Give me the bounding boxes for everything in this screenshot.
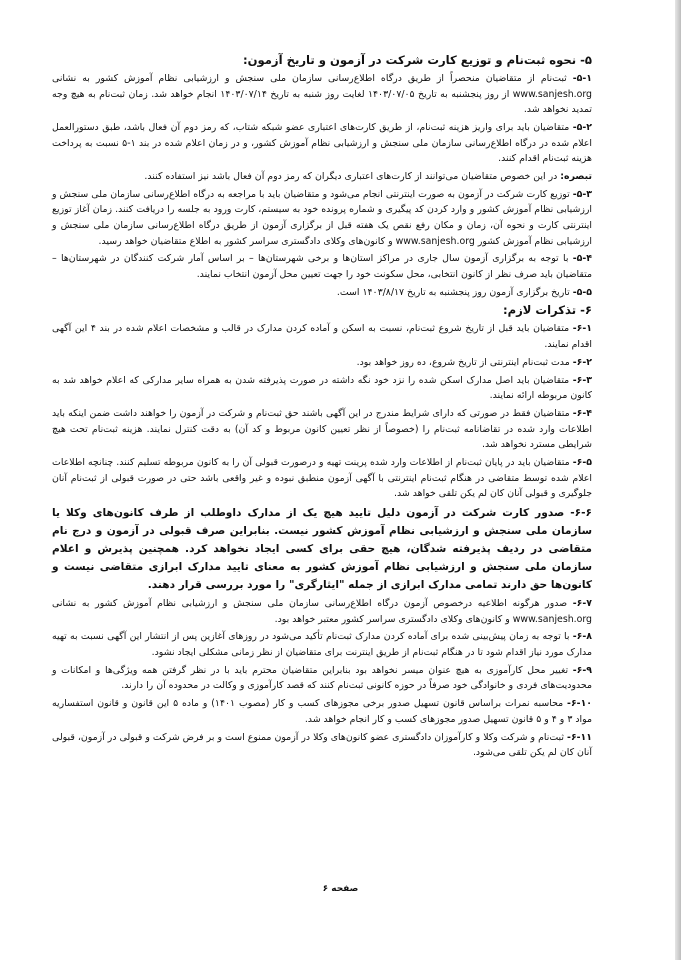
item-text: ثبت‌نام و شرکت وکلا و کارآموزان دادگستری عضو کانون‌های وکلا در آزمون ممنوع است و بر فرض شرکت و قبولی در آزمون، قبولی آنان کان لم یکن تلقی می‌شود. <box>52 731 592 759</box>
item-6-3 <box>52 373 592 404</box>
item-6-11 <box>52 730 592 761</box>
item-6-2 <box>52 355 592 371</box>
item-text: صدور هرگونه اطلاعیه درخصوص آزمون درگاه اطلاع‌رسانی سازمان ملی سنجش و ارزشیابی نظام آموزش کشور به نشانی www.sanjesh.org و کانون‌های وکلای دادگستری سراسر کشور معتبر خواهد بود. <box>52 598 592 625</box>
item-6-1 <box>52 321 592 352</box>
item-text: در این خصوص متقاضیان می‌توانند از کارت‌های اعتباری دیگران که رمز دوم آن فعال باشد نیز استفاده کنند. <box>144 170 558 182</box>
item-number: ۶-۹- <box>572 664 592 676</box>
item-5-5 <box>52 285 592 301</box>
item-number: ۶-۷- <box>572 598 592 610</box>
item-text: مدت ثبت‌نام اینترنتی از تاریخ شروع، ده روز خواهد بود. <box>356 356 570 368</box>
item-text: تغییر محل کارآموزی به هیچ عنوان میسر نخواهد بود بنابراین متقاضیان محترم باید با در نظر گرفتن همه ویژگی‌ها و امکانات و محدودیت‌های فردی و خانوادگی خود صرفاً در حوزه کانونی ثبت‌نام کنند که قصد کارآموزی و وکالت در محدوده آن را دارند. <box>52 664 592 692</box>
item-text: متقاضیان باید برای واریز هزینه ثبت‌نام، از طریق کارت‌های اعتباری عضو شبکه شتاب، که رمز دوم آن فعال باشد، طبق دستورالعمل اعلام شده در درگاه اطلاع‌رسانی سازمان ملی سنجش و ارزشیابی نظام آموزش کشور، و در زمان اعلام شده در بند ۱-۵ نسبت به پرداخت هزینه ثبت‌نام اقدام کنند. <box>52 121 592 165</box>
item-text: متقاضیان باید در پایان ثبت‌نام از اطلاعات وارد شده پرینت تهیه و درصورت قبولی آن را به کانون مربوطه تسلیم کنند. چنانچه اطلاعات اعلام شده توسط متقاضی در هنگام ثبت‌نام اینترنتی با آگهی آزمون منطبق نبوده و غیر واقعی باشد حتی در صورت قبولی از ثبت‌نام آنان جلوگیری و قبولی آنان کان لم یکن تلقی خواهد شد. <box>52 456 592 500</box>
section-6-title: ۶- تذکرات لازم: <box>502 303 592 318</box>
item-number: ۶-۴- <box>572 407 592 419</box>
section-5-title: ۵- نحوه ثبت‌نام و توزیع کارت شرکت در آزمون و تاریخ آزمون: <box>242 53 592 67</box>
item-text: متقاضیان باید اصل مدارک اسکن شده را نزد خود نگه داشته در صورت پذیرفته شدن به همراه سایر مدارکی که اعلام خواهد شد به کانون مربوطه ارائه نمایند. <box>52 374 592 402</box>
item-number: ۶-۶- <box>570 506 592 519</box>
item-number: ۶-۳- <box>572 374 593 386</box>
item-6-8 <box>52 629 592 660</box>
item-number: ۵-۳- <box>572 188 593 200</box>
item-text: با توجه به برگزاری آزمون سال جاری در مراکز استان‌ها و برخی شهرستان‌ها – بر اساس آمار شرکت کنندگان در شهرستان‌ها – متقاضیان باید صرف نظر از کانون انتخابی، محل سکونت خود را جهت تعیین محل آزمون انتخاب نمایند. <box>52 253 592 280</box>
page-number: صفحه ۶ <box>322 884 359 894</box>
item-text: با توجه به زمان پیش‌بینی شده برای آماده کردن مدارک ثبت‌نام تأکید می‌شود در روزهای آغازین پس از انتشار این آگهی نسبت به تهیه مدارک مورد نیاز اقدام شود تا در هنگام ثبت‌نام از طریق اینترنت برای متقاضیان از نظر زمانی مشکلی ایجاد نشود. <box>52 631 592 659</box>
item-5-2 <box>52 120 592 167</box>
item-text: توزیع کارت شرکت در آزمون به صورت اینترنتی انجام می‌شود و متقاضیان باید با مراجعه به درگاه اطلاع‌رسانی سازمان ملی سنجش و ارزشیابی نظام آموزش کشور و وارد کردن کد پیگیری و شماره پرونده خود به سیستم، کارت ورود به جلسه را دریافت کنند. زمان آغاز توزیع اینترنتی کارت و نحوه آن، زمان و مکان رفع نقص یک هفته قبل از برگزاری آزمون از طریق درگاه اطلاع‌رسانی سازمان ملی سنجش و ارزشیابی نظام آموزش کشور www.sanjesh.org و کانون‌های وکلای دادگستری سراسر کشور به اطلاع متقاضیان خواهد رسید. <box>52 188 592 247</box>
item-number: ۵-۵- <box>572 286 592 298</box>
item-number: ۶-۱۰- <box>567 698 593 710</box>
item-number: ۵-۲- <box>572 121 592 133</box>
item-6-9 <box>52 663 592 694</box>
item-number: ۶-۸- <box>572 631 593 643</box>
note <box>52 169 592 185</box>
item-number: ۵-۴- <box>572 253 593 265</box>
item-text: متقاضیان فقط در صورتی که دارای شرایط مندرج در این آگهی باشند حق ثبت‌نام و شرکت در آزمون را خواهند داشت ضمن اینکه باید اطلاعات وارد شده در تقاضانامه ثبت‌نام را (خصوصاً از نظر تعیین کانون مربوط و کد آن) به دقت کنترل نمایند. هزینه ثبت‌نام تحت هیچ شرایطی مسترد نخواهد شد. <box>52 407 592 451</box>
item-number: ۵-۱- <box>572 73 592 84</box>
item-number: ۶-۲- <box>572 356 592 368</box>
item-6-10 <box>52 696 592 727</box>
item-6-7 <box>52 596 592 627</box>
item-6-6 <box>52 504 592 594</box>
item-5-1 <box>52 71 592 118</box>
item-text: متقاضیان باید قبل از تاریخ شروع ثبت‌نام، نسبت به اسکن و آماده کردن مدارک در قالب و مشخصات اعلام شده در بند ۴ این آگهی اقدام نمایند. <box>52 323 592 351</box>
page-edge <box>675 0 681 960</box>
item-5-3 <box>52 187 592 249</box>
note-label: تبصره: <box>560 170 592 182</box>
document-body <box>52 52 592 763</box>
item-text: صدور کارت شرکت در آزمون دلیل تایید هیچ یک از مدارک داوطلب از طرف کانون‌های وکلا یا سازمان ملی سنجش و ارزشیابی نظام آموزش کشور نیست. بنابراین صرف قبولی در آزمون و درج نام متقاضی در ردیف پذیرفته شدگان، هیچ حقی برای کسی ایجاد نخواهد کرد. همچنین پذیرش و اعلام سازمان ملی سنجش و ارزشیابی نظام آموزش کشور به معنای تایید مدارک ابرازی متقاضی نیست و کانون‌ها حق دارند تمامی مدارک ابرازی از جمله "ایثارگری" را مورد بررسی قرار دهند. <box>52 506 592 591</box>
item-5-4 <box>52 251 592 282</box>
item-6-5 <box>52 455 592 502</box>
item-text: محاسبه نمرات براساس قانون تسهیل صدور برخی مجوزهای کسب و کار (مصوب ۱۴۰۱) و ماده ۵ این قانون و قانون استفساریه مواد ۳ و ۴ و ۵ قانون تسهیل صدور مجوزهای کسب و کار انجام خواهد شد. <box>52 698 592 725</box>
item-text: ثبت‌نام از متقاضیان منحصراً از طریق درگاه اطلاع‌رسانی سازمان ملی سنجش و ارزشیابی نظام آموزش کشور به نشانی www.sanjesh.org از روز پنجشنبه به تاریخ ۱۴۰۳/۰۷/۰۵ لغایت روز شنبه به تاریخ ۱۴۰۳/۰۷/۱۴ انجام خواهد شد. زمان ثبت‌نام به هیچ وجه تمدید نخواهد شد. <box>52 73 592 116</box>
item-number: ۶-۱۱- <box>567 731 592 743</box>
item-number: ۶-۱- <box>572 323 592 335</box>
item-text: تاریخ برگزاری آزمون روز پنجشنبه به تاریخ ۱۴۰۳/۸/۱۷ است. <box>336 286 570 298</box>
item-6-4 <box>52 406 592 453</box>
item-number: ۶-۵- <box>572 456 592 468</box>
